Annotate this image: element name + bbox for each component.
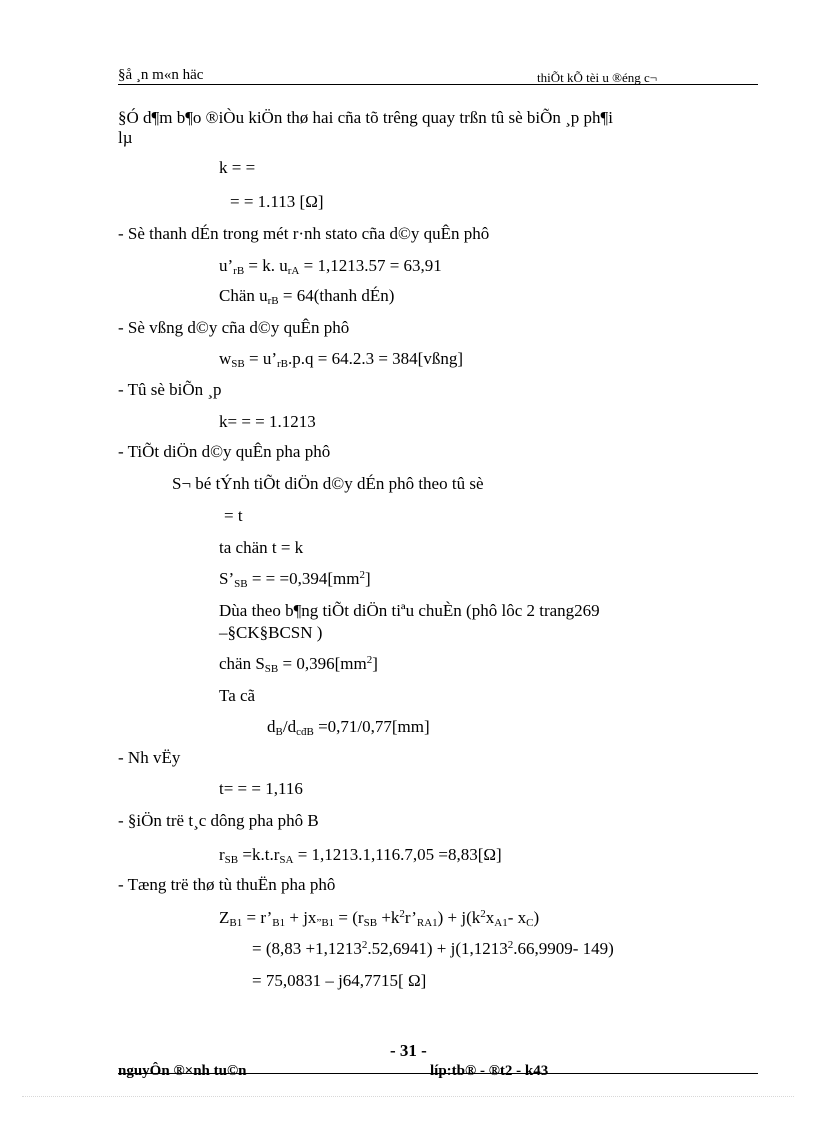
ratio-equals-t: = t (224, 506, 243, 525)
header-rule (118, 84, 758, 85)
footer-class: líp:tb® - ®t2 - k43 (430, 1063, 549, 1079)
intro-text-line2: lµ (118, 128, 133, 147)
preliminary-calc-text: S¬ bé tÝnh tiÕt diÖn d©y dÉn phô theo tû sè (172, 474, 484, 493)
header-left-title: §å ¸n m«n häc (118, 67, 204, 83)
standard-table-ref-line1: Dùa theo b¶ng tiÕt diÖn tiªu chuÈn (phô lôc 2 trang269 (219, 601, 600, 620)
k-ratio-equation: k= = = 1.1213 (219, 412, 316, 431)
z-b1-equation-line2: = $(8,83 +1,1213^2.52,6941) + j(1,1213^2.66,9909-$ 149) (252, 939, 614, 958)
t-equation: t= = = 1,116 (219, 779, 303, 798)
w-sb-equation: $w_{SB}$ = $u’_{rB}.p.q = 64.2.3$ = 384[vßng] (219, 349, 463, 370)
intro-text-line1: §Ó d¶m b¶o ®iÒu kiÖn thø hai cña tõ trêng quay trßn tû sè biÕn ¸p ph¶i (118, 108, 613, 127)
s-sb-equation: $S’_{SB}$ = = $=0,394[mm^2]$ (219, 569, 371, 590)
header-right-title: thiÕt kÕ tèi u ®éng c¬ (537, 70, 658, 85)
page-number: - 31 - (390, 1041, 427, 1060)
bullet-turns-aux-winding: - Sè vßng d©y cña d©y quÊn phô (118, 318, 350, 337)
wire-diameter-equation: $d_B/d_{cđB} =0,71/0,77[mm]$ (267, 717, 430, 738)
chosen-u-rb: Chän $u_{rB}$ = 64(thanh dÉn) (219, 286, 395, 307)
r-sb-equation: $r_{SB} =k.t.r_{SA} = 1,1213.1,116.7,05 =8,83[\Omega]$ (219, 845, 502, 866)
k-value: = = 1.113 [Ω] (230, 192, 324, 211)
footer-author: nguyÔn ®×nh tu©n (118, 1063, 247, 1079)
choose-t-equals-k: ta chän t = k (219, 538, 304, 557)
page-bottom-dotted-line (22, 1096, 794, 1097)
u-rb-equation: $u’_{rB} = k$. $u_{rA} = 1,1213.57 = 63,91$ (219, 256, 442, 277)
bullet-active-resistance: - §iÖn trë t¸c dông pha phô B (118, 811, 319, 830)
bullet-turns-ratio: - Tû sè biÕn ¸p (118, 380, 222, 399)
bullet-cross-section: - TiÕt diÖn d©y quÊn pha phô (118, 442, 331, 461)
bullet-thus: - Nh vËy (118, 748, 181, 767)
z-b1-equation-line3: = 75,0831 – j64,7715[ Ω] (252, 971, 427, 990)
bullet-positive-sequence-impedance: - Tæng trë thø tù thuËn pha phô (118, 875, 336, 894)
chosen-s-sb: chän $S_{SB} = 0,396[mm^2]$ (219, 654, 378, 675)
k-equation: k = = (219, 158, 256, 177)
z-b1-equation-line1: $Z_{B1}$ = $r’_{B1} + jx_{”B1} = (r_{SB}$ $+k^2r’_{RA1}) + j(k^2x_{A1}-$ $x_C$) (219, 908, 540, 929)
ta-co-label: Ta cã (219, 686, 256, 705)
footer-rule (118, 1073, 758, 1074)
standard-table-ref-line2: –§CK§BCSN ) (219, 623, 323, 642)
bullet-conductors-per-slot: - Sè thanh dÉn trong mét r·nh stato cña d©y quÊn phô (118, 224, 490, 243)
